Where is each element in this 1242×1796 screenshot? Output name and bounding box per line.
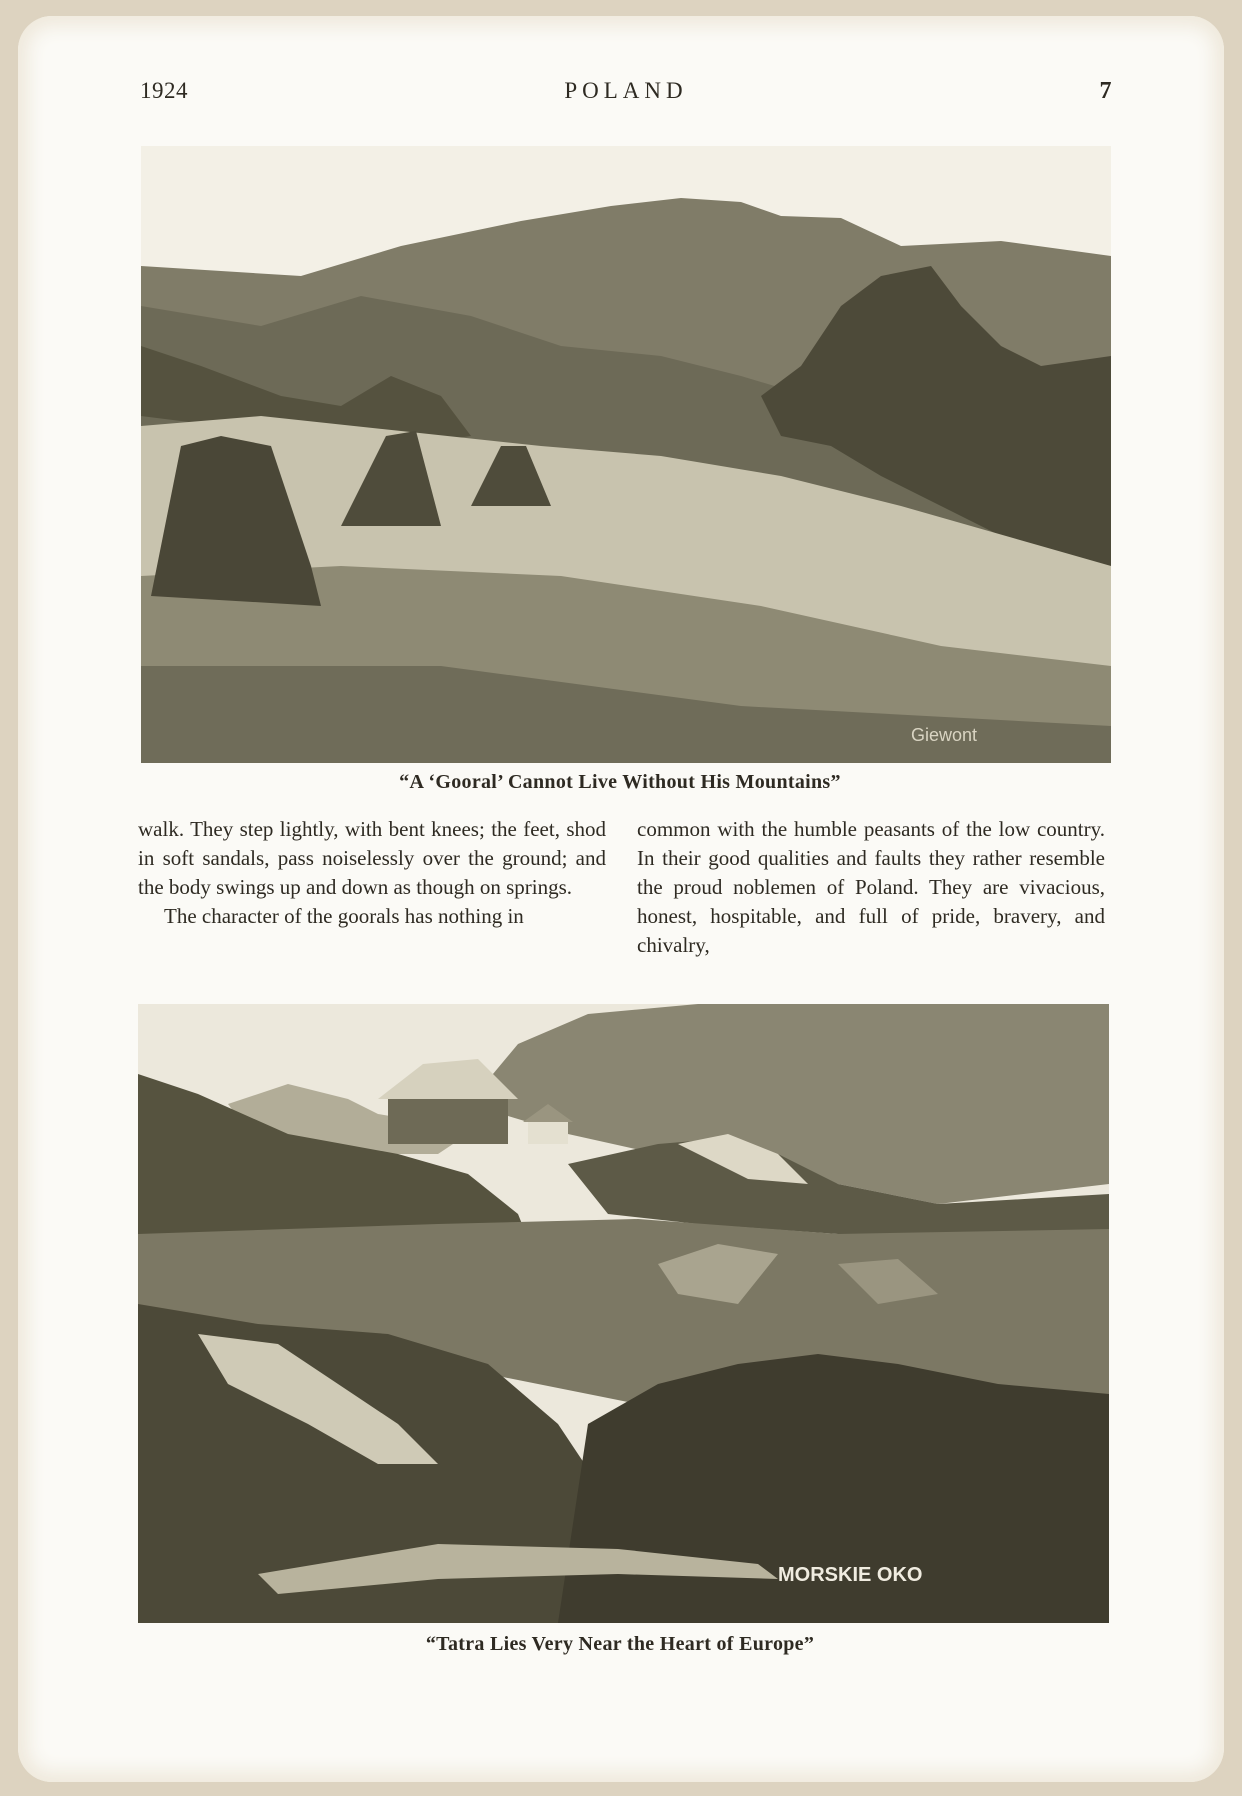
figure-caption-2: “Tatra Lies Very Near the Heart of Europe”: [425, 1633, 815, 1655]
photo2-inscription: MORSKIE OKO: [778, 1564, 923, 1586]
photo-mountain-haystacks-illustration: [141, 146, 1111, 763]
paragraph: common with the humble peasants of the low country. In their good qualities and faults they rather resemble the proud noblemen of Poland. They are vivacious, honest, hospitable, and full of pride, bravery, and chivalry,: [637, 817, 1105, 957]
running-head: [140, 78, 1112, 108]
photo1-inscription: Giewont: [911, 725, 978, 745]
figure-caption-1: “A ‘Gooral’ Cannot Live Without His Mountains”: [399, 771, 841, 793]
photo-mountain-haystacks: [141, 146, 1111, 763]
page-number: 7: [1099, 78, 1112, 104]
header-title: POLAND: [564, 78, 688, 103]
paragraph: The character of the goorals has nothing in: [164, 904, 524, 928]
text-column-right: [637, 815, 1105, 960]
paragraph: walk. They step lightly, with bent knees; the feet, shod in soft sandals, pass noiselessly over the ground; and the body swings up and down as though on springs.: [138, 817, 606, 899]
header-year: 1924: [140, 78, 188, 103]
text-column-left: [138, 815, 606, 931]
photo-mountain-lake: [138, 1004, 1109, 1623]
photo-mountain-lake-illustration: [138, 1004, 1109, 1623]
